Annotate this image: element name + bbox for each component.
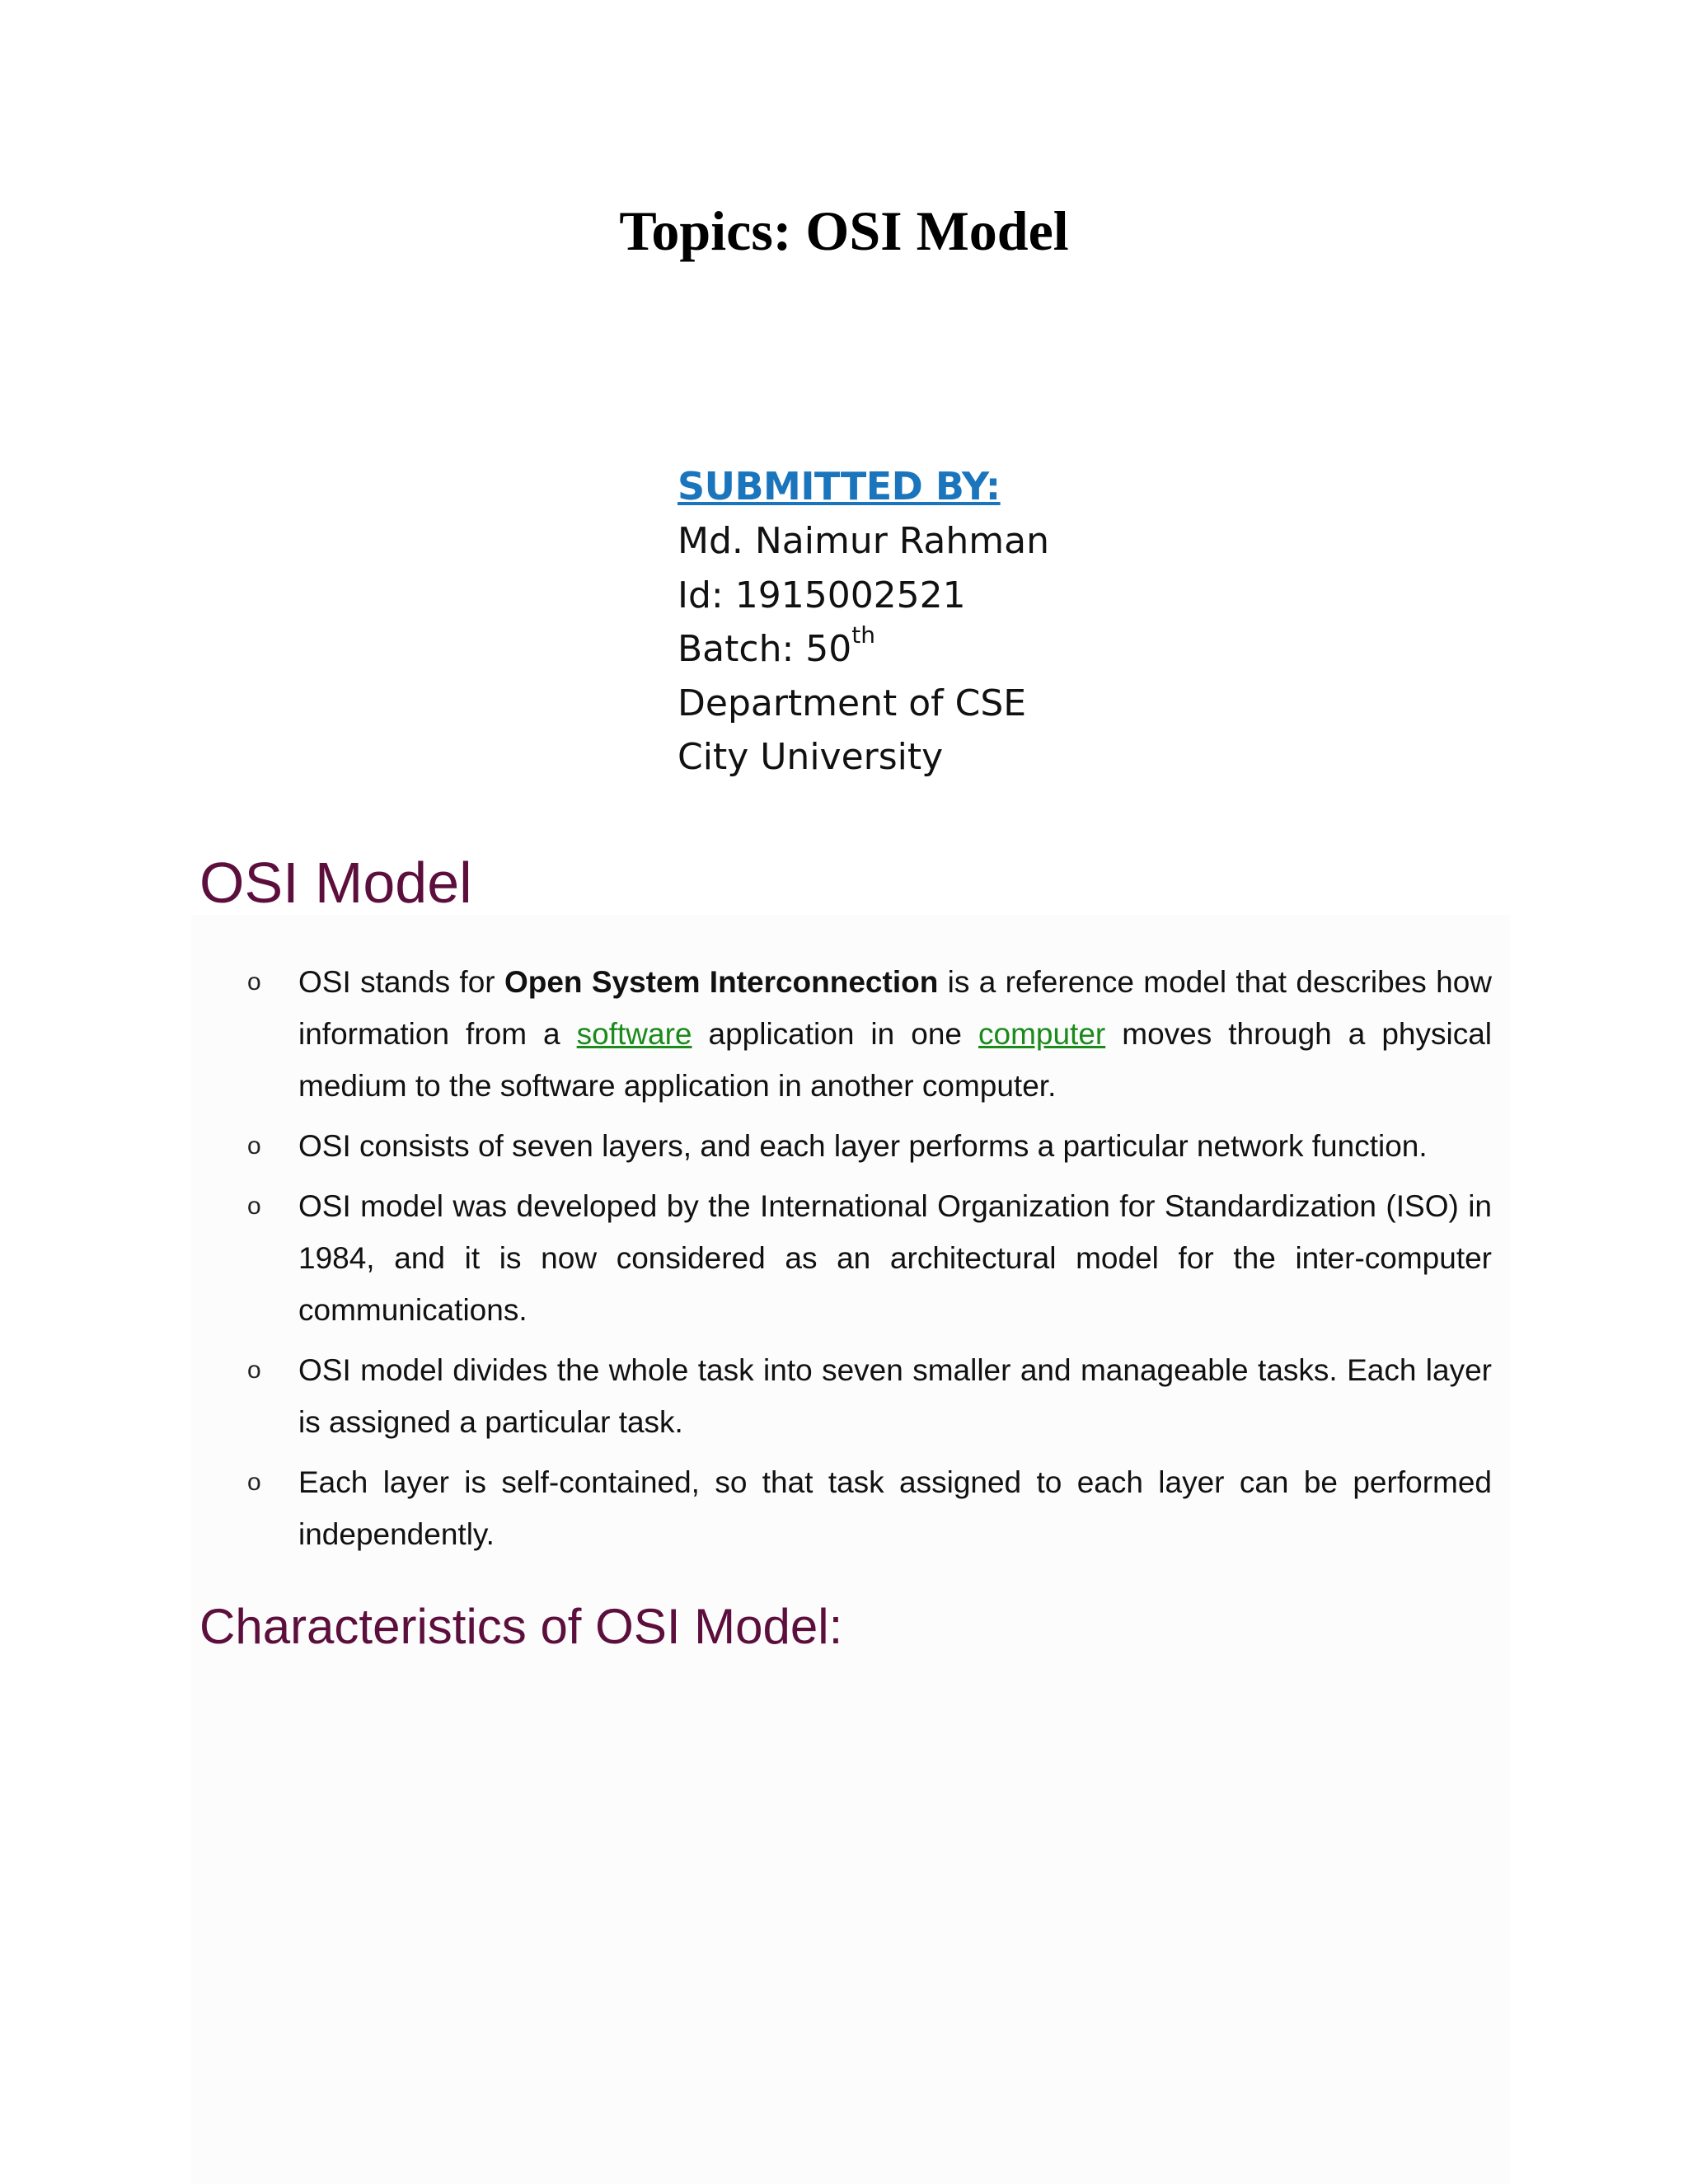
characteristics-heading: Characteristics of OSI Model: (199, 1599, 843, 1654)
list-item (247, 1120, 1492, 1172)
hollow-bullet-icon: o (247, 1357, 261, 1384)
osi-bullet-list (247, 956, 1492, 1568)
submitted-by-block (678, 458, 1049, 785)
student-batch (678, 622, 1049, 677)
bullet-text: OSI model divides the whole task into seven smaller and manageable tasks. Each layer is assigned a particular task. (298, 1353, 1492, 1439)
student-university: City University (678, 736, 944, 778)
bullet-text: OSI model was developed by the International Organization for Standardization (ISO) in 1984, and it is now considered as an architectural model for the inter-computer communications. (298, 1189, 1492, 1327)
submitted-by-heading: SUBMITTED BY: (678, 464, 1001, 509)
bullet-text: application in one (692, 1017, 978, 1051)
bullet-text: is a reference model that describes how information from a (298, 965, 1492, 1051)
hollow-bullet-icon: o (247, 968, 261, 996)
hollow-bullet-icon: o (247, 1132, 261, 1160)
student-id: Id: 1915002521 (678, 574, 966, 616)
software-link[interactable]: software (576, 1017, 692, 1051)
osi-model-heading: OSI Model (199, 851, 472, 915)
student-name: Md. Naimur Rahman (678, 520, 1049, 562)
list-item (247, 956, 1492, 1112)
bullet-text: OSI consists of seven layers, and each layer performs a particular network function. (298, 1129, 1428, 1163)
list-item (247, 1456, 1492, 1560)
batch-ordinal-suffix: th (851, 621, 876, 649)
bold-term: Open System Interconnection (504, 965, 939, 999)
bullet-text: OSI stands for (298, 965, 504, 999)
hollow-bullet-icon: o (247, 1193, 261, 1220)
student-department: Department of CSE (678, 682, 1027, 724)
list-item (247, 1180, 1492, 1336)
page-title: Topics: OSI Model (619, 199, 1069, 262)
bullet-text: Each layer is self-contained, so that task assigned to each layer can be performed independently. (298, 1465, 1492, 1551)
bullet-text: moves through a physical medium to the software application in another computer. (298, 1017, 1493, 1103)
list-item (247, 1344, 1492, 1448)
computer-link[interactable]: computer (978, 1017, 1106, 1051)
batch-text: Batch: 50 (678, 628, 852, 670)
hollow-bullet-icon: o (247, 1469, 261, 1496)
